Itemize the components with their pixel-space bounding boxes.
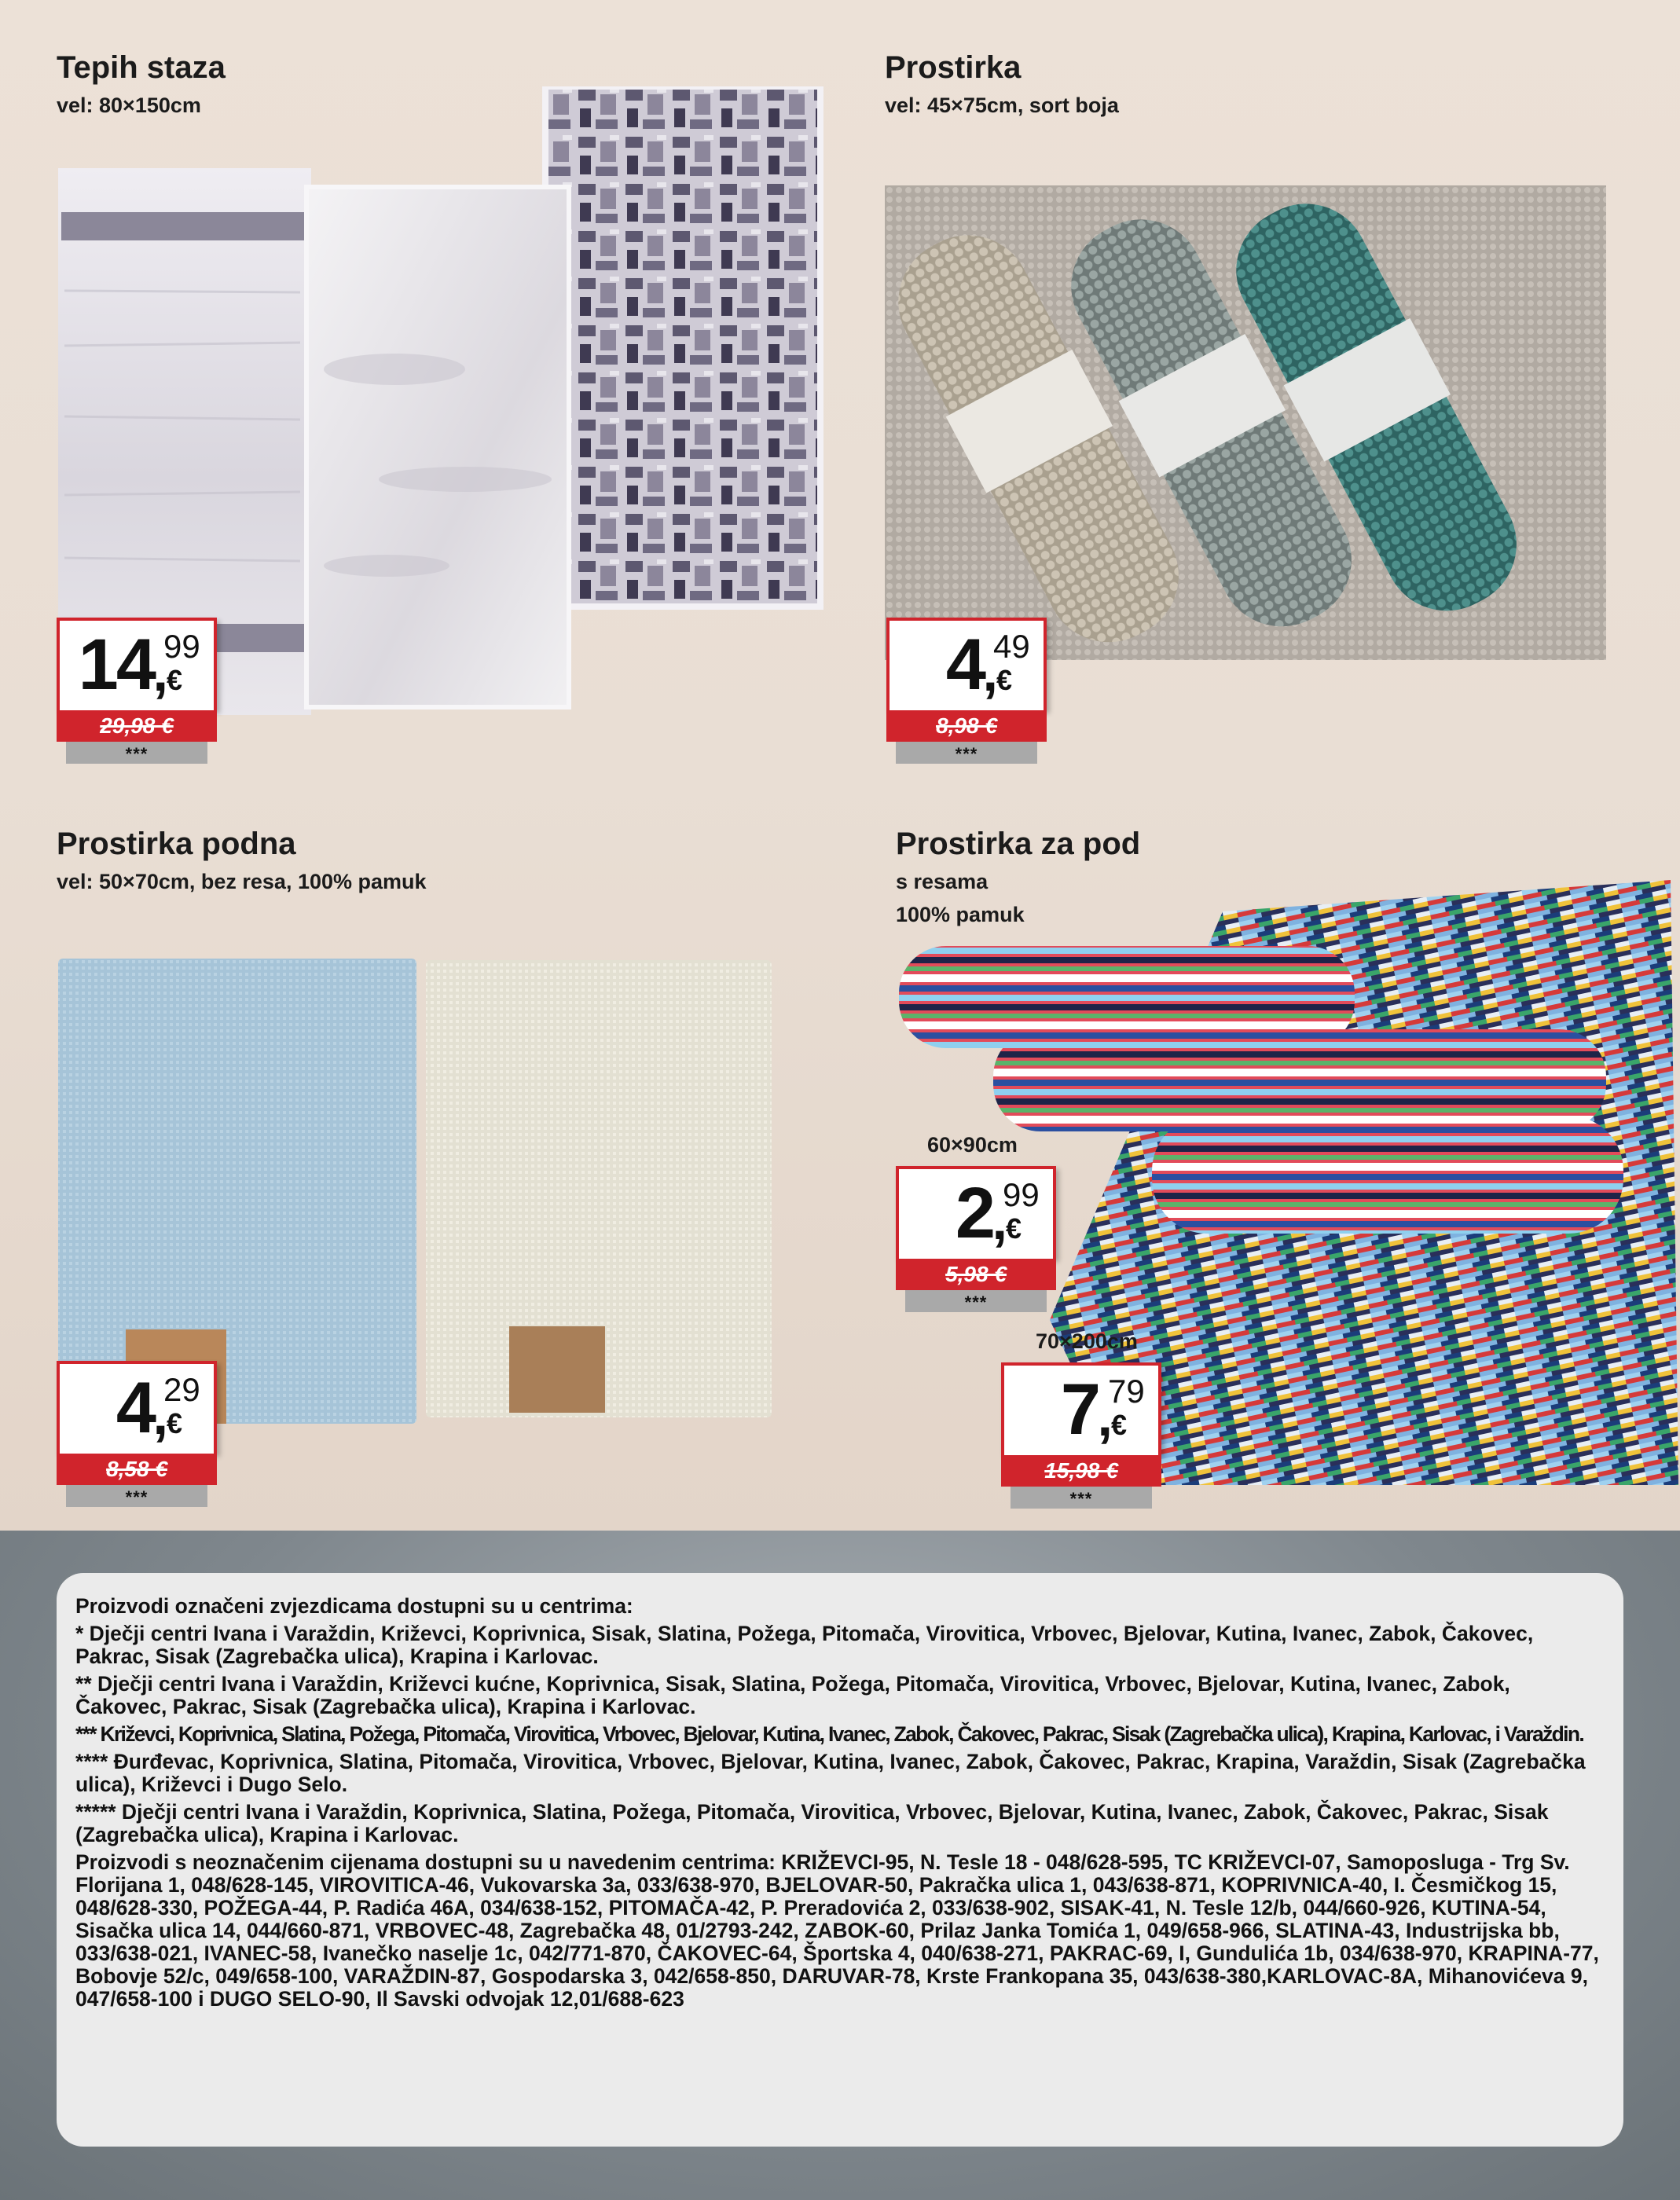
price-cents: 99 xyxy=(1003,1176,1040,1213)
price-tag xyxy=(896,1166,1056,1315)
info-paragraph: *** Križevci, Koprivnica, Slatina, Požega, Pitomača, Virovitica, Vrbovec, Bjelovar, Kutina, Ivanec, Zabok, Čakovec, Pakrac, Sisak (Zagrebačka ulica), Krapina, Karlovac, i Varaždin. xyxy=(75,1722,1583,1746)
availability-stars: *** xyxy=(896,742,1037,764)
cotton-mats-image xyxy=(57,954,783,1425)
bath-mats-image xyxy=(885,185,1606,660)
price-currency: € xyxy=(1111,1409,1128,1441)
old-price: 29,98 € xyxy=(57,710,217,742)
product-title: Prostirka podna xyxy=(57,827,296,861)
price-integer: 4 xyxy=(945,625,984,705)
availability-stars: *** xyxy=(66,1485,207,1507)
price-currency: € xyxy=(1006,1212,1022,1245)
old-price: 15,98 € xyxy=(1001,1455,1161,1487)
info-paragraph: ***** Dječji centri Ivana i Varaždin, Koprivnica, Slatina, Požega, Pitomača, Virovitica, Vrbovec, Bjelovar, Kutina, Ivanec, Zabok, Čakovec, Pakrac, Sisak (Zagrebačka ulica), Krapina i Karlovac. xyxy=(75,1800,1549,1846)
old-price: 8,58 € xyxy=(57,1454,217,1485)
info-paragraph: **** Đurđevac, Koprivnica, Slatina, Pitomača, Virovitica, Vrbovec, Bjelovar, Kutina, Ivanec, Zabok, Čakovec, Pakrac, Krapina, Varaždin, Sisak (Zagrebačka ulica), Križevci i Dugo Selo. xyxy=(75,1750,1586,1796)
product-detail: vel: 45×75cm, sort boja xyxy=(885,94,1119,117)
price-cents: 79 xyxy=(1108,1373,1145,1410)
price-tag xyxy=(57,618,217,767)
price-integer: 2 xyxy=(955,1173,993,1253)
product-title: Prostirka xyxy=(885,50,1022,85)
price-cents: 29 xyxy=(163,1371,200,1408)
product-detail: s resama xyxy=(896,870,989,893)
price-cents: 49 xyxy=(993,628,1030,665)
price-integer: 4 xyxy=(116,1368,154,1448)
availability-info-card xyxy=(57,1573,1623,2147)
product-detail: vel: 80×150cm xyxy=(57,94,201,117)
product-title: Prostirka za pod xyxy=(896,827,1141,861)
availability-stars: *** xyxy=(1011,1487,1152,1509)
price-currency: € xyxy=(167,1407,183,1439)
price-comma: , xyxy=(992,1190,1007,1251)
info-paragraph: * Dječji centri Ivana i Varaždin, Križevci, Koprivnica, Sisak, Slatina, Požega, Pitomača, Virovitica, Vrbovec, Bjelovar, Kutina, Ivanec, Zabok, Čakovec, Pakrac, Sisak (Zagrebačka ulica), Krapina i Karlovac. xyxy=(75,1622,1534,1668)
info-heading: Proizvodi označeni zvjezdicama dostupni su u centrima: xyxy=(75,1594,633,1618)
old-price: 8,98 € xyxy=(886,710,1047,742)
price-tag xyxy=(1001,1362,1161,1512)
availability-stars: *** xyxy=(905,1290,1047,1312)
price-tag xyxy=(57,1361,217,1510)
old-price: 5,98 € xyxy=(896,1259,1056,1290)
price-cents: 99 xyxy=(163,628,200,665)
product-title: Tepih staza xyxy=(57,50,226,85)
product-detail: 100% pamuk xyxy=(896,903,1025,926)
price-currency: € xyxy=(996,664,1013,696)
info-paragraph: ** Dječji centri Ivana i Varaždin, Križevci kućne, Koprivnica, Sisak, Slatina, Požega, Pitomača, Virovitica, Vrbovec, Bjelovar, Kutina, Ivanec, Zabok, Čakovec, Pakrac, Sisak (Zagrebačka ulica), Krapina i Karlovac. xyxy=(75,1672,1510,1718)
price-comma: , xyxy=(152,641,168,702)
price-integer: 14 xyxy=(78,625,154,705)
product-detail: vel: 50×70cm, bez resa, 100% pamuk xyxy=(57,870,427,893)
size-label: 70×200cm xyxy=(1036,1329,1138,1353)
price-tag xyxy=(886,618,1047,767)
price-currency: € xyxy=(167,664,183,696)
availability-stars: *** xyxy=(66,742,207,764)
info-paragraph: Proizvodi s neoznačenim cijenama dostupni su u navedenim centrima: KRIŽEVCI-95, N. Tesle 18 - 048/628-595, TC KRIŽEVCI-07, Samoposluga - Trg Sv. Florijana 1, 048/628-145, VIROVITICA-46, Vukovarska 3a, 033/638-970, BJELOVAR-50, Pakračka ulica 1, 043/638-871, KOPRIVNICA-40, I. Česmičkog 15, 048/628-330, POŽEGA-44, P. Radića 46A, 034/638-152, PITOMAČA-42, P. Preradovića 2, 033/638-902, SISAK-41, N. Tesle 12/b, 044/660-926, KUTINA-54, Sisačka ulica 14, 044/660-871, VRBOVEC-48, Zagrebačka 48, 01/2793-242, ZABOK-60, Prilaz Janka Tomića 1, 049/658-966, SLATINA-43, Industrijska bb, 033/638-021, IVANEC-58, Ivanečko naselje 1c, 042/771-870, ČAKOVEC-64, Športska 4, 040/638-271, PAKRAC-69, I, Gundulića 1b, 034/638-970, KRAPINA-77, Bobovje 52/c, 049/658-100, VARAŽDIN-87, Gospodarska 3, 042/658-850, DARUVAR-78, Krste Frankopana 35, 043/638-380,KARLOVAC-8A, Mihanovićeva 9, 047/658-100 i DUGO SELO-90, Il Savski odvojak 12,01/688-623 xyxy=(75,1850,1599,2011)
size-label: 60×90cm xyxy=(927,1133,1018,1157)
price-comma: , xyxy=(1097,1386,1113,1447)
price-comma: , xyxy=(982,641,998,702)
price-comma: , xyxy=(152,1384,168,1446)
price-integer: 7 xyxy=(1060,1370,1099,1450)
